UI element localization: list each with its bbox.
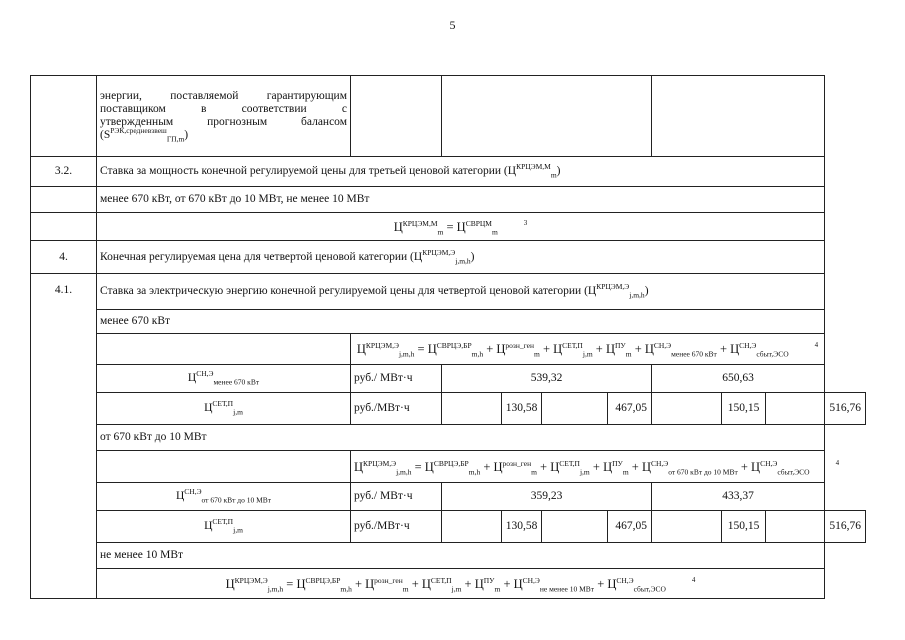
formula-reference: 3 (523, 218, 528, 227)
section-3-2-row (31, 157, 866, 187)
group-1-cn-row (31, 365, 866, 393)
value-cell: 516,76 (825, 511, 866, 543)
formula-reference: 4 (814, 341, 819, 349)
formula-3: $Ц^{КРЦЭМ,М}_m = Ц^{СВРЦМ}_m^3$ (97, 213, 825, 241)
group-2-formula: $Ц^{КРЦЭМ,Э}_{j,m,h} = Ц^{СВРЦЭ,БР}_{m,h} + Ц^{розн\_ген}_m + Ц^{СЕТ,П}_{j,m} + Ц^{ПУ}_m + Ц^{СН,Э}_{от 670 кВт до 10 МВт} + Ц^{СН,Э}_{сбыт,ЭСО}^4$ (351, 451, 825, 483)
group-1-formula-row (31, 334, 866, 365)
value-cell: 359,23 (442, 483, 652, 511)
value-cell: 650,63 (652, 365, 825, 393)
set-symbol: $Ц^{СЕТ,П}_{j,m}$ (97, 393, 351, 425)
formula-3-row (31, 213, 866, 241)
group-2-formula-row (31, 451, 866, 483)
value-cell: 130,58 (502, 511, 542, 543)
section-number: 3.2. (31, 157, 97, 187)
value-cell: 433,37 (652, 483, 825, 511)
cn-symbol: $Ц^{СН,Э}_{от 670 кВт до 10 МВт}$ (97, 483, 351, 511)
group-3-title-row (31, 543, 866, 569)
group-3-formula: $Ц^{КРЦЭМ,Э}_{j,m,h} = Ц^{СВРЦЭ,БР}_{m,h} + Ц^{розн\_ген}_m + Ц^{СЕТ,П}_{j,m} + Ц^{ПУ}_m + Ц^{СН,Э}_{не менее 10 МВт} + Ц^{СН,Э}_{сбыт,ЭСО}^4$ (97, 569, 825, 599)
balance-symbol: $(S^{РЭК,средневзвеш}_{ГП,m})$ (100, 126, 189, 144)
tariff-table (30, 75, 866, 599)
value-cell: 467,05 (608, 511, 652, 543)
set-symbol: $Ц^{СЕТ,П}_{j,m}$ (97, 511, 351, 543)
unit-label: руб./ МВт·ч (351, 365, 442, 393)
value-cell: 130,58 (502, 393, 542, 425)
section-title: Конечная регулируемая цена для четвертой ценовой категории $(Ц^{КРЦЭМ,Э}_{j,m,h})$ (97, 241, 825, 274)
section-4-1-row (31, 274, 866, 310)
section-3-2-sub-row (31, 187, 866, 213)
section-number: 4. (31, 241, 97, 274)
unit-label: руб./МВт·ч (351, 393, 442, 425)
unit-label: руб./ МВт·ч (351, 483, 442, 511)
group-2-cn-row (31, 483, 866, 511)
group-2-title-row (31, 425, 866, 451)
section-4-row (31, 241, 866, 274)
energy-row (31, 76, 866, 157)
value-cell: 150,15 (722, 393, 766, 425)
group-1-formula: $Ц^{КРЦЭМ,Э}_{j,m,h} = Ц^{СВРЦЭ,БР}_{m,h} + Ц^{розн\_ген}_m + Ц^{СЕТ,П}_{j,m} + Ц^{ПУ}_m + Ц^{СН,Э}_{менее 670 кВт} + Ц^{СН,Э}_{сбыт,ЭСО}^4$ (351, 334, 825, 365)
group-2-set-row (31, 511, 866, 543)
value-cell: 539,32 (442, 365, 652, 393)
formula-reference: 4 (691, 575, 696, 584)
formula-reference: 4 (835, 458, 840, 467)
unit-label: руб./МВт·ч (351, 511, 442, 543)
group-title: от 670 кВт до 10 МВт (97, 425, 825, 451)
group-3-formula-row (31, 569, 866, 599)
value-cell: 467,05 (608, 393, 652, 425)
section-title: Ставка за мощность конечной регулируемой цены для третьей ценовой категории $(Ц^{КРЦЭМ,М}_m)$ (97, 157, 825, 187)
value-cell: 150,15 (722, 511, 766, 543)
page-number: 5 (449, 18, 456, 32)
value-cell: 516,76 (825, 393, 866, 425)
group-1-title-row (31, 310, 866, 334)
energy-description: энергии, поставляемой гарантирующим поставщиком в соответствии с утвержденным прогнозным балансом $(S^{РЭК,средневзвеш}_{ГП,m})$ (97, 76, 351, 157)
group-title: не менее 10 МВт (97, 543, 825, 569)
cn-symbol: $Ц^{СН,Э}_{менее 670 кВт}$ (97, 365, 351, 393)
group-1-set-row (31, 393, 866, 425)
group-title: менее 670 кВт (97, 310, 825, 334)
capacity-groups: менее 670 кВт, от 670 кВт до 10 МВт, не менее 10 МВт (97, 187, 825, 213)
section-number: 4.1. (31, 274, 97, 599)
section-title: Ставка за электрическую энергию конечной регулируемой цены для четвертой ценовой категории $(Ц^{КРЦЭМ,Э}_{j,m,h})$ (97, 274, 825, 310)
